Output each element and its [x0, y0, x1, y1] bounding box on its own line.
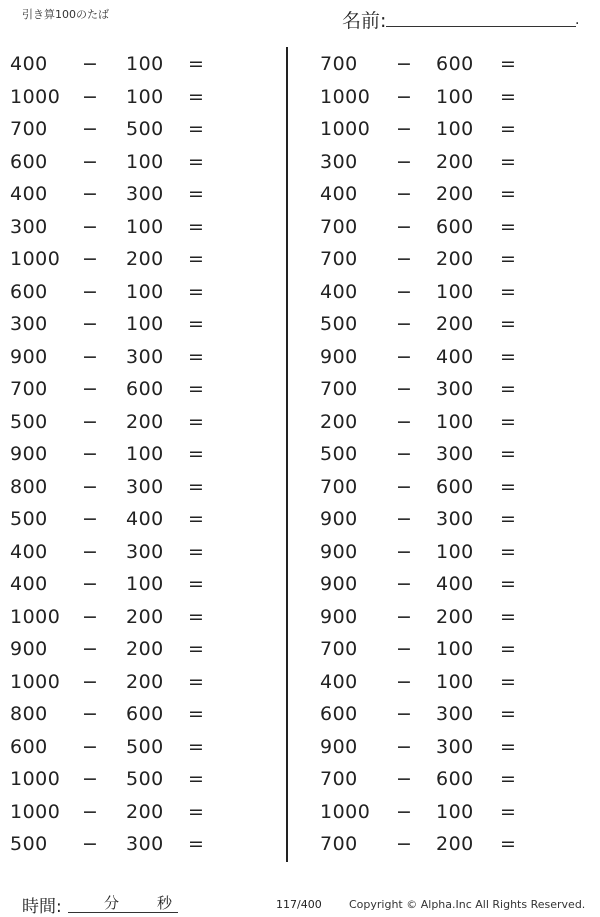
subtrahend: 600 — [126, 378, 164, 400]
minuend: 200 — [320, 410, 358, 433]
minuend: 1000 — [10, 800, 61, 823]
minus-sign: − — [396, 378, 413, 400]
problem-row — [10, 310, 270, 338]
subtrahend: 100 — [436, 85, 474, 108]
minus-sign: − — [396, 670, 413, 693]
minus-sign: − — [396, 248, 413, 270]
problem-row — [10, 180, 270, 208]
minus-sign: − — [396, 800, 413, 823]
problem-row — [320, 668, 580, 696]
subtrahend: 300 — [436, 735, 474, 758]
minuend: 400 — [320, 670, 358, 693]
equals-sign: = — [188, 215, 205, 238]
subtrahend: 500 — [126, 735, 164, 758]
equals-sign: = — [500, 215, 517, 238]
problem-row — [10, 245, 270, 273]
minus-sign: − — [396, 313, 413, 335]
minuend: 400 — [10, 540, 48, 563]
problem-row — [10, 570, 270, 598]
minus-sign: − — [396, 573, 413, 595]
problem-row — [320, 245, 580, 273]
minus-sign: − — [82, 768, 99, 790]
minuend: 300 — [10, 215, 48, 238]
minuend: 900 — [10, 345, 48, 368]
page-number: 117/400 — [276, 898, 322, 911]
subtrahend: 100 — [436, 800, 474, 823]
minuend: 1000 — [10, 670, 61, 693]
equals-sign: = — [188, 735, 205, 758]
minus-sign: − — [396, 540, 413, 563]
equals-sign: = — [500, 800, 517, 823]
problem-row — [10, 278, 270, 306]
equals-sign: = — [188, 800, 205, 823]
minuend: 600 — [10, 280, 48, 303]
equals-sign: = — [188, 638, 205, 660]
subtrahend: 100 — [126, 443, 164, 465]
minuend: 500 — [10, 410, 48, 433]
minuend: 700 — [320, 768, 358, 790]
subtrahend: 100 — [436, 410, 474, 433]
minus-sign: − — [82, 540, 99, 563]
minus-sign: − — [82, 118, 99, 140]
minus-sign: − — [82, 605, 99, 628]
name-field-line[interactable] — [386, 26, 576, 27]
problem-row — [320, 343, 580, 371]
minuend: 700 — [320, 833, 358, 855]
minus-sign: − — [396, 475, 413, 498]
minuend: 900 — [320, 735, 358, 758]
problem-row — [320, 375, 580, 403]
problem-row — [10, 440, 270, 468]
subtrahend: 300 — [436, 508, 474, 530]
equals-sign: = — [188, 313, 205, 335]
equals-sign: = — [500, 508, 517, 530]
problem-row — [320, 473, 580, 501]
minus-sign: − — [82, 53, 99, 75]
minuend: 800 — [10, 475, 48, 498]
subtrahend: 100 — [126, 573, 164, 595]
minuend: 900 — [320, 345, 358, 368]
equals-sign: = — [500, 605, 517, 628]
minus-sign: − — [396, 703, 413, 725]
subtrahend: 200 — [436, 248, 474, 270]
minuend: 1000 — [10, 605, 61, 628]
minus-sign: − — [396, 638, 413, 660]
minus-sign: − — [82, 800, 99, 823]
subtrahend: 400 — [436, 573, 474, 595]
equals-sign: = — [188, 768, 205, 790]
subtrahend: 200 — [126, 670, 164, 693]
subtrahend: 200 — [126, 410, 164, 433]
problem-row — [320, 310, 580, 338]
equals-sign: = — [188, 475, 205, 498]
equals-sign: = — [188, 833, 205, 855]
minus-sign: − — [396, 53, 413, 75]
minuend: 800 — [10, 703, 48, 725]
problem-row — [10, 343, 270, 371]
minuend: 500 — [10, 508, 48, 530]
problem-row — [10, 473, 270, 501]
equals-sign: = — [500, 313, 517, 335]
problem-row — [10, 830, 270, 858]
subtrahend: 300 — [436, 443, 474, 465]
subtrahend: 600 — [126, 703, 164, 725]
problem-row — [10, 603, 270, 631]
equals-sign: = — [500, 248, 517, 270]
minus-sign: − — [82, 215, 99, 238]
equals-sign: = — [188, 183, 205, 205]
minus-sign: − — [396, 410, 413, 433]
problem-row — [10, 668, 270, 696]
minuend: 700 — [320, 378, 358, 400]
subtrahend: 500 — [126, 768, 164, 790]
equals-sign: = — [500, 53, 517, 75]
minus-sign: − — [396, 833, 413, 855]
minus-sign: − — [396, 150, 413, 173]
equals-sign: = — [188, 703, 205, 725]
equals-sign: = — [188, 540, 205, 563]
subtrahend: 200 — [126, 605, 164, 628]
equals-sign: = — [188, 118, 205, 140]
subtrahend: 300 — [126, 540, 164, 563]
column-divider — [286, 47, 288, 862]
problem-row — [320, 700, 580, 728]
problem-row — [10, 148, 270, 176]
equals-sign: = — [188, 85, 205, 108]
problem-row — [10, 83, 270, 111]
equals-sign: = — [500, 378, 517, 400]
problem-row — [320, 180, 580, 208]
problem-row — [10, 213, 270, 241]
equals-sign: = — [500, 703, 517, 725]
problem-row — [10, 505, 270, 533]
minuend: 1000 — [320, 85, 371, 108]
equals-sign: = — [500, 118, 517, 140]
subtrahend: 100 — [126, 85, 164, 108]
equals-sign: = — [500, 183, 517, 205]
minus-sign: − — [396, 118, 413, 140]
equals-sign: = — [500, 345, 517, 368]
problem-row — [320, 83, 580, 111]
subtrahend: 600 — [436, 215, 474, 238]
minus-sign: − — [82, 410, 99, 433]
subtrahend: 200 — [436, 150, 474, 173]
minus-sign: − — [396, 768, 413, 790]
minuend: 400 — [320, 183, 358, 205]
problem-row — [10, 635, 270, 663]
minuend: 400 — [320, 280, 358, 303]
subtrahend: 200 — [436, 313, 474, 335]
equals-sign: = — [188, 150, 205, 173]
equals-sign: = — [188, 573, 205, 595]
minuend: 1000 — [10, 248, 61, 270]
equals-sign: = — [188, 670, 205, 693]
minus-sign: − — [396, 280, 413, 303]
problem-row — [320, 830, 580, 858]
minus-sign: − — [82, 345, 99, 368]
subtrahend: 600 — [436, 53, 474, 75]
minus-sign: − — [82, 670, 99, 693]
minuend: 700 — [320, 475, 358, 498]
minus-sign: − — [396, 605, 413, 628]
subtrahend: 100 — [126, 150, 164, 173]
problem-row — [320, 570, 580, 598]
subtrahend: 100 — [436, 118, 474, 140]
subtrahend: 100 — [126, 215, 164, 238]
equals-sign: = — [500, 573, 517, 595]
minuend: 900 — [320, 540, 358, 563]
subtrahend: 100 — [436, 670, 474, 693]
equals-sign: = — [188, 605, 205, 628]
minuend: 600 — [10, 735, 48, 758]
equals-sign: = — [500, 670, 517, 693]
subtrahend: 200 — [126, 248, 164, 270]
minuend: 500 — [320, 443, 358, 465]
equals-sign: = — [188, 345, 205, 368]
problem-row — [320, 440, 580, 468]
equals-sign: = — [500, 833, 517, 855]
minus-sign: − — [82, 378, 99, 400]
equals-sign: = — [188, 410, 205, 433]
minus-sign: − — [82, 573, 99, 595]
minus-sign: − — [82, 248, 99, 270]
equals-sign: = — [188, 280, 205, 303]
problem-row — [320, 505, 580, 533]
equals-sign: = — [500, 768, 517, 790]
problem-row — [10, 733, 270, 761]
minus-sign: − — [82, 313, 99, 335]
equals-sign: = — [188, 248, 205, 270]
equals-sign: = — [188, 378, 205, 400]
time-label: 時間: — [22, 897, 62, 917]
minus-sign: − — [82, 85, 99, 108]
minus-sign: − — [82, 183, 99, 205]
minus-sign: − — [396, 183, 413, 205]
minus-sign: − — [396, 735, 413, 758]
subtrahend: 600 — [436, 768, 474, 790]
problem-row — [320, 213, 580, 241]
subtrahend: 300 — [436, 378, 474, 400]
subtrahend: 300 — [126, 475, 164, 498]
minuend: 600 — [320, 703, 358, 725]
minus-sign: − — [82, 475, 99, 498]
subtrahend: 300 — [126, 345, 164, 368]
subtrahend: 100 — [436, 540, 474, 563]
subtrahend: 400 — [436, 345, 474, 368]
problem-row — [320, 408, 580, 436]
minuend: 900 — [10, 638, 48, 660]
subtrahend: 200 — [436, 183, 474, 205]
name-field-dot: . — [575, 12, 580, 28]
subtrahend: 100 — [126, 313, 164, 335]
equals-sign: = — [188, 508, 205, 530]
problem-row — [10, 375, 270, 403]
minus-sign: − — [82, 638, 99, 660]
problem-row — [320, 538, 580, 566]
minuend: 300 — [10, 313, 48, 335]
minuend: 700 — [10, 118, 48, 140]
minuend: 1000 — [320, 800, 371, 823]
footer — [0, 888, 600, 917]
problem-row — [320, 148, 580, 176]
minus-sign: − — [82, 280, 99, 303]
minus-sign: − — [82, 150, 99, 173]
equals-sign: = — [500, 85, 517, 108]
minuend: 400 — [10, 53, 48, 75]
minuend: 700 — [10, 378, 48, 400]
minuend: 300 — [320, 150, 358, 173]
subtrahend: 200 — [436, 605, 474, 628]
problem-row — [320, 278, 580, 306]
minuend: 600 — [10, 150, 48, 173]
equals-sign: = — [500, 638, 517, 660]
equals-sign: = — [188, 53, 205, 75]
minuend: 900 — [320, 508, 358, 530]
copyright-notice: Copyright © Alpha.Inc All Rights Reserved. — [349, 898, 586, 911]
problem-row — [320, 635, 580, 663]
equals-sign: = — [500, 443, 517, 465]
minutes-label: 分 — [104, 894, 120, 912]
minus-sign: − — [82, 443, 99, 465]
problem-row — [320, 603, 580, 631]
minuend: 700 — [320, 638, 358, 660]
minus-sign: − — [82, 703, 99, 725]
problem-row — [320, 115, 580, 143]
minuend: 1000 — [10, 85, 61, 108]
name-label: 名前: — [342, 10, 387, 32]
minus-sign: − — [82, 735, 99, 758]
equals-sign: = — [500, 150, 517, 173]
minus-sign: − — [396, 345, 413, 368]
subtrahend: 100 — [436, 638, 474, 660]
problem-row — [10, 115, 270, 143]
minus-sign: − — [396, 508, 413, 530]
minuend: 900 — [10, 443, 48, 465]
subtrahend: 100 — [126, 280, 164, 303]
problem-row — [320, 733, 580, 761]
problem-row — [10, 408, 270, 436]
minus-sign: − — [396, 85, 413, 108]
minuend: 900 — [320, 605, 358, 628]
worksheet-title: 引き算100のたば — [22, 8, 109, 21]
equals-sign: = — [500, 735, 517, 758]
minuend: 700 — [320, 248, 358, 270]
equals-sign: = — [500, 540, 517, 563]
subtrahend: 400 — [126, 508, 164, 530]
minus-sign: − — [82, 833, 99, 855]
problem-row — [10, 765, 270, 793]
problem-row — [10, 50, 270, 78]
minuend: 1000 — [10, 768, 61, 790]
problem-row — [10, 700, 270, 728]
minuend: 400 — [10, 183, 48, 205]
subtrahend: 200 — [126, 638, 164, 660]
problem-row — [10, 798, 270, 826]
problem-row — [320, 50, 580, 78]
problem-row — [320, 765, 580, 793]
minuend: 900 — [320, 573, 358, 595]
minuend: 700 — [320, 53, 358, 75]
subtrahend: 200 — [436, 833, 474, 855]
subtrahend: 300 — [126, 183, 164, 205]
seconds-label: 秒 — [157, 894, 173, 912]
subtrahend: 300 — [436, 703, 474, 725]
minuend: 1000 — [320, 118, 371, 140]
minuend: 400 — [10, 573, 48, 595]
subtrahend: 100 — [126, 53, 164, 75]
subtrahend: 600 — [436, 475, 474, 498]
problem-row — [320, 798, 580, 826]
subtrahend: 100 — [436, 280, 474, 303]
minuend: 700 — [320, 215, 358, 238]
minus-sign: − — [396, 215, 413, 238]
subtrahend: 200 — [126, 800, 164, 823]
subtrahend: 500 — [126, 118, 164, 140]
equals-sign: = — [188, 443, 205, 465]
subtrahend: 300 — [126, 833, 164, 855]
equals-sign: = — [500, 280, 517, 303]
equals-sign: = — [500, 475, 517, 498]
minus-sign: − — [396, 443, 413, 465]
minuend: 500 — [10, 833, 48, 855]
equals-sign: = — [500, 410, 517, 433]
problem-row — [10, 538, 270, 566]
minuend: 500 — [320, 313, 358, 335]
minus-sign: − — [82, 508, 99, 530]
